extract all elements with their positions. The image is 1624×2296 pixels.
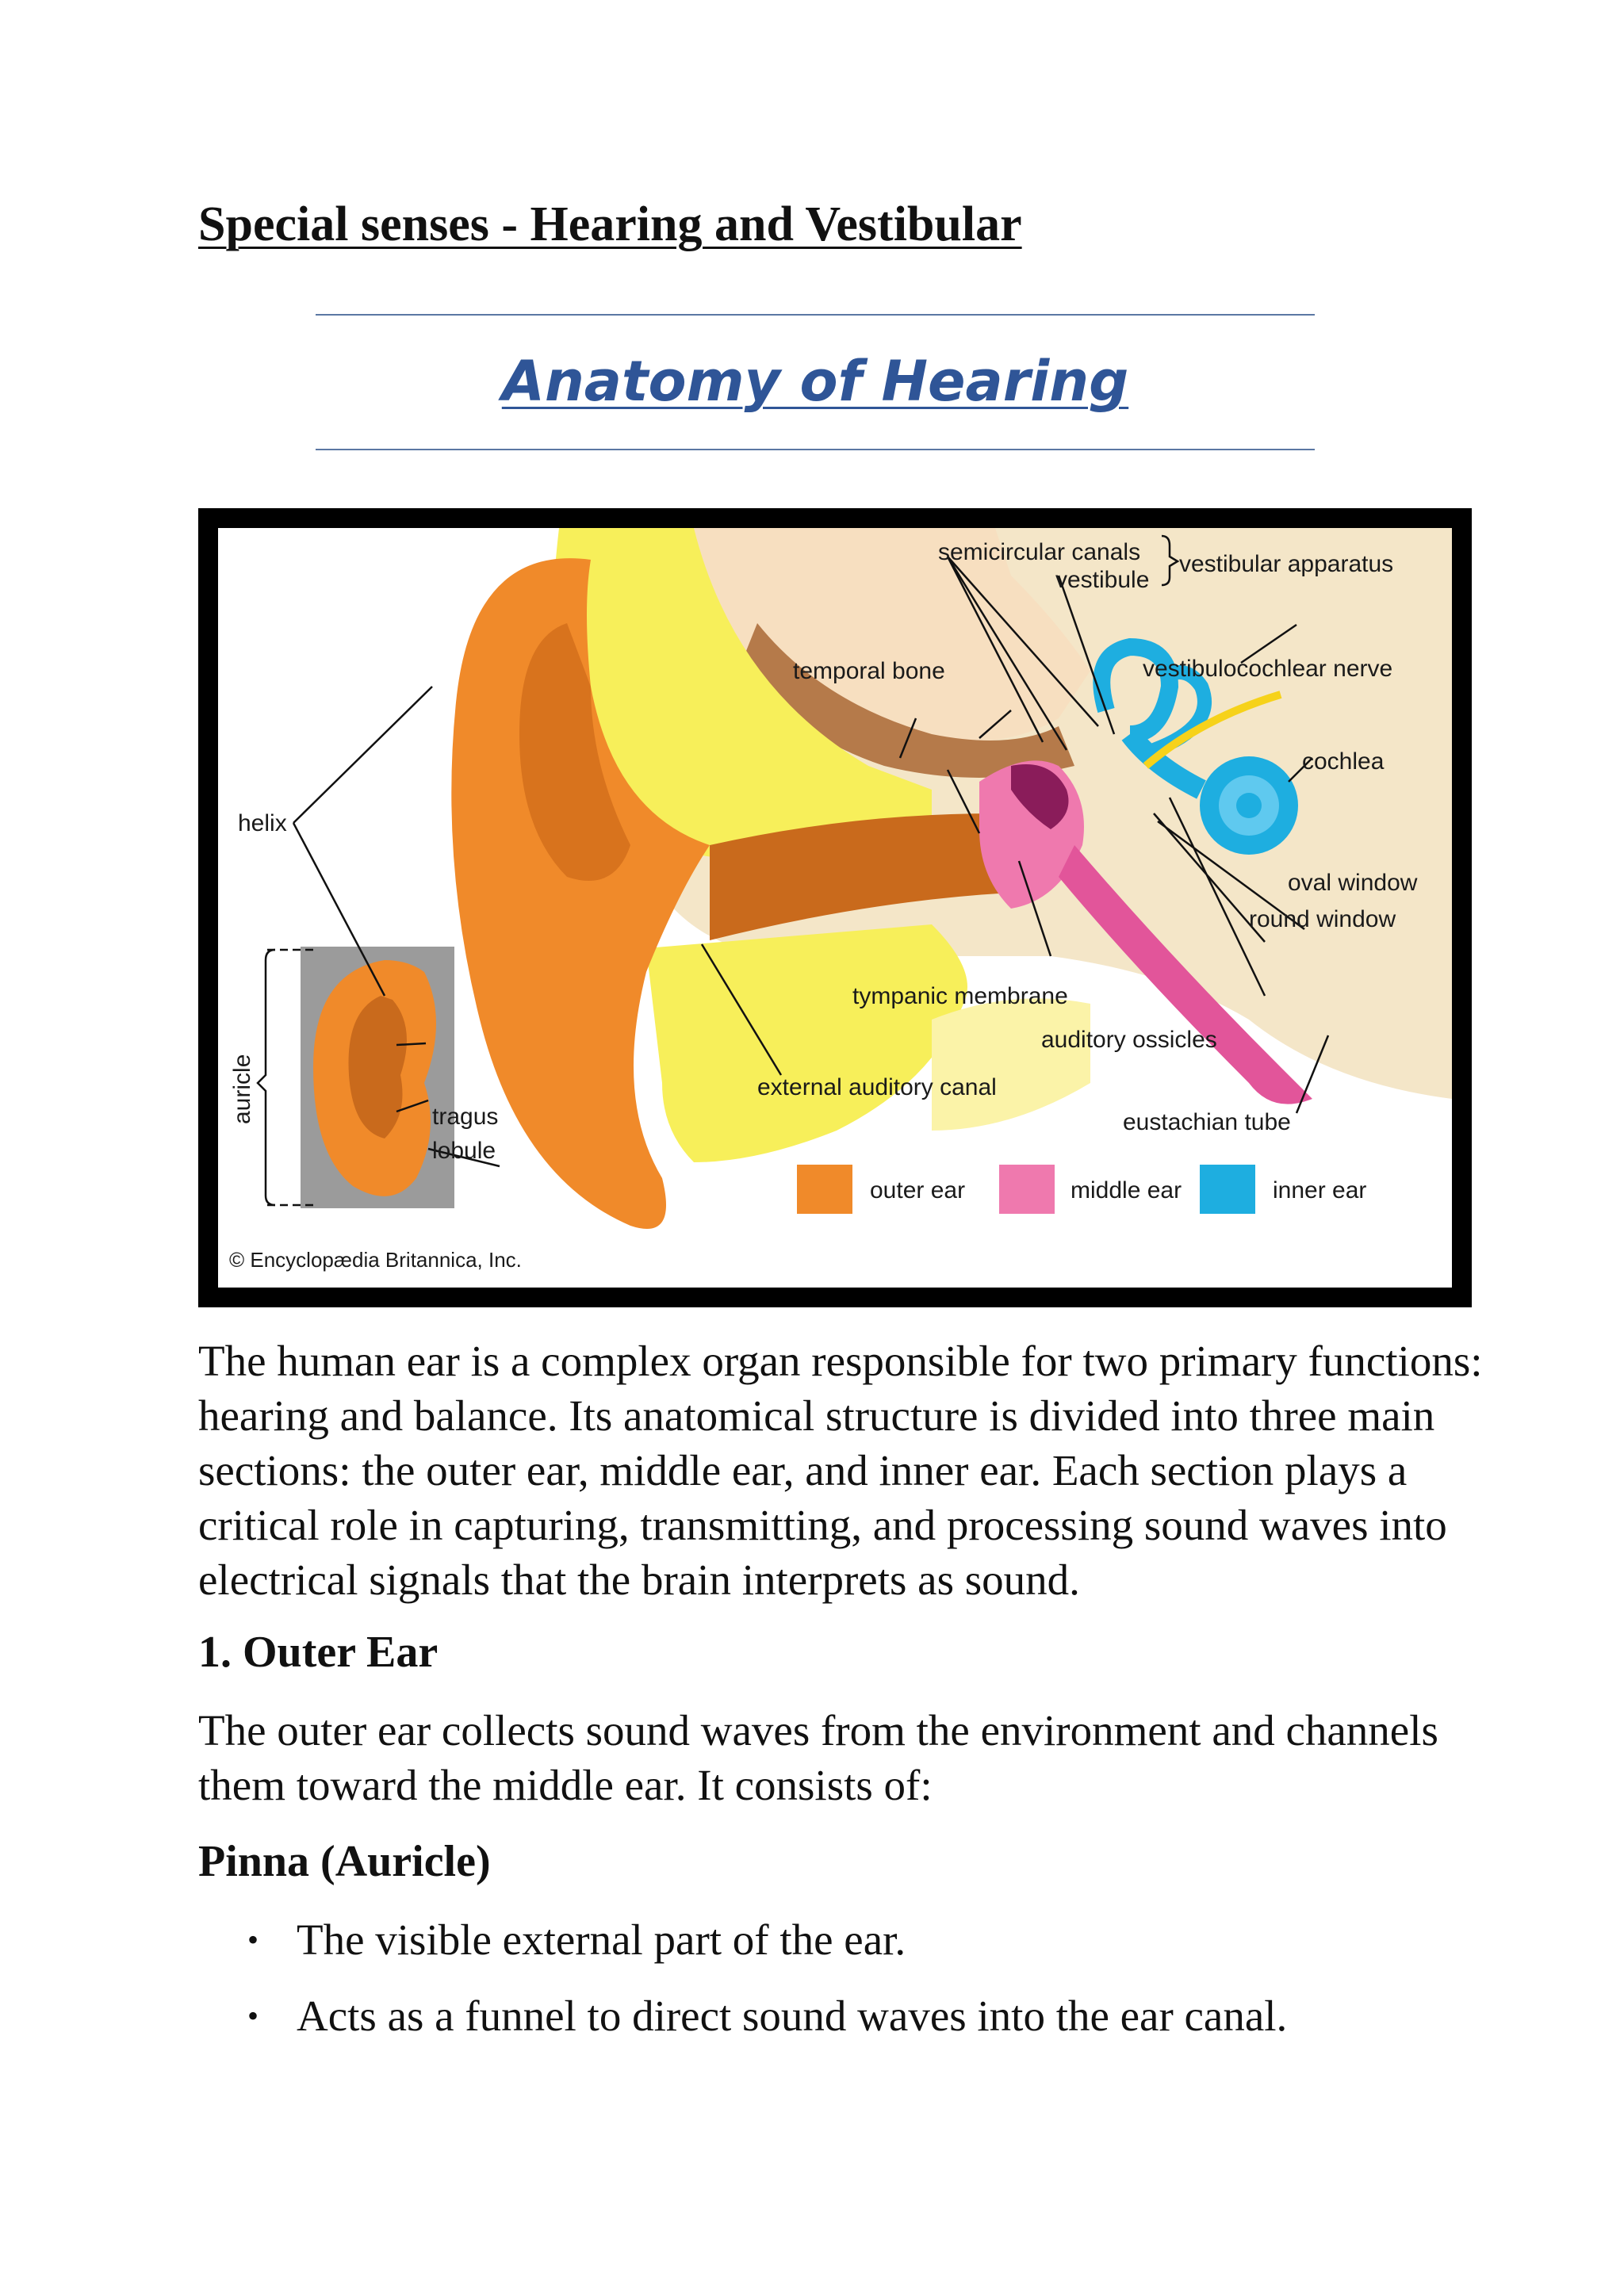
legend-swatch-middle-ear	[999, 1165, 1055, 1214]
label-vestibular-apparatus: vestibular apparatus	[1179, 551, 1394, 577]
legend-label-middle-ear: middle ear	[1071, 1177, 1182, 1203]
list-item-text: The visible external part of the ear.	[297, 1915, 906, 1964]
legend-label-inner-ear: inner ear	[1273, 1177, 1367, 1203]
label-round-window: round window	[1249, 906, 1396, 932]
label-lobule: lobule	[432, 1138, 496, 1164]
cochlea-core	[1236, 793, 1262, 818]
bullet-icon: •	[247, 1998, 259, 2034]
pinna-bullet-list	[198, 1912, 1483, 2064]
label-vestibule: vestibule	[1055, 567, 1150, 593]
subtitle-top-rule	[316, 314, 1315, 316]
label-tragus: tragus	[432, 1104, 499, 1130]
figure-credit: © Encyclopædia Britannica, Inc.	[229, 1248, 522, 1272]
bullet-icon: •	[247, 1922, 259, 1957]
document-title: Special senses - Hearing and Vestibular	[198, 197, 1022, 251]
legend-swatch-inner-ear	[1200, 1165, 1255, 1214]
label-vestibulocochlear-nerve: vestibulocochlear nerve	[1143, 656, 1393, 682]
ear-anatomy-figure	[198, 508, 1472, 1307]
ear-anatomy-diagram	[218, 528, 1452, 1288]
label-temporal-bone: temporal bone	[793, 658, 945, 684]
label-helix: helix	[238, 810, 287, 836]
legend-swatch-outer-ear	[797, 1165, 852, 1214]
label-eustachian-tube: eustachian tube	[1123, 1109, 1291, 1135]
subtitle: Anatomy of Hearing	[501, 349, 1129, 414]
intro-paragraph: The human ear is a complex organ responsible for two primary functions: hearing and balance. Its anatomical structure is divided into three main sections: the outer ear, middle ear, and inner ear. Each section plays a critical role in capturing, transmitting, and processing sound waves into electrical signals that the brain interprets as sound.	[198, 1337, 1483, 1604]
subtitle-bottom-rule	[316, 449, 1315, 450]
label-external-auditory-canal: external auditory canal	[757, 1074, 997, 1100]
label-auditory-ossicles: auditory ossicles	[1041, 1027, 1217, 1053]
outer-ear-heading: 1. Outer Ear	[198, 1628, 439, 1677]
label-auricle: auricle	[229, 1054, 255, 1124]
label-semicircular-canals: semicircular canals	[938, 539, 1141, 565]
pinna-heading: Pinna (Auricle)	[198, 1837, 491, 1886]
label-cochlea: cochlea	[1302, 748, 1385, 775]
label-oval-window: oval window	[1288, 870, 1418, 896]
list-item	[198, 1912, 1483, 1967]
list-item	[198, 1988, 1483, 2043]
list-item-text: Acts as a funnel to direct sound waves into the ear canal.	[297, 1992, 1288, 2040]
legend-label-outer-ear: outer ear	[870, 1177, 966, 1203]
label-tympanic-membrane: tympanic membrane	[852, 983, 1068, 1009]
outer-ear-paragraph: The outer ear collects sound waves from the environment and channels them toward the middle ear. It consists of:	[198, 1706, 1438, 1809]
